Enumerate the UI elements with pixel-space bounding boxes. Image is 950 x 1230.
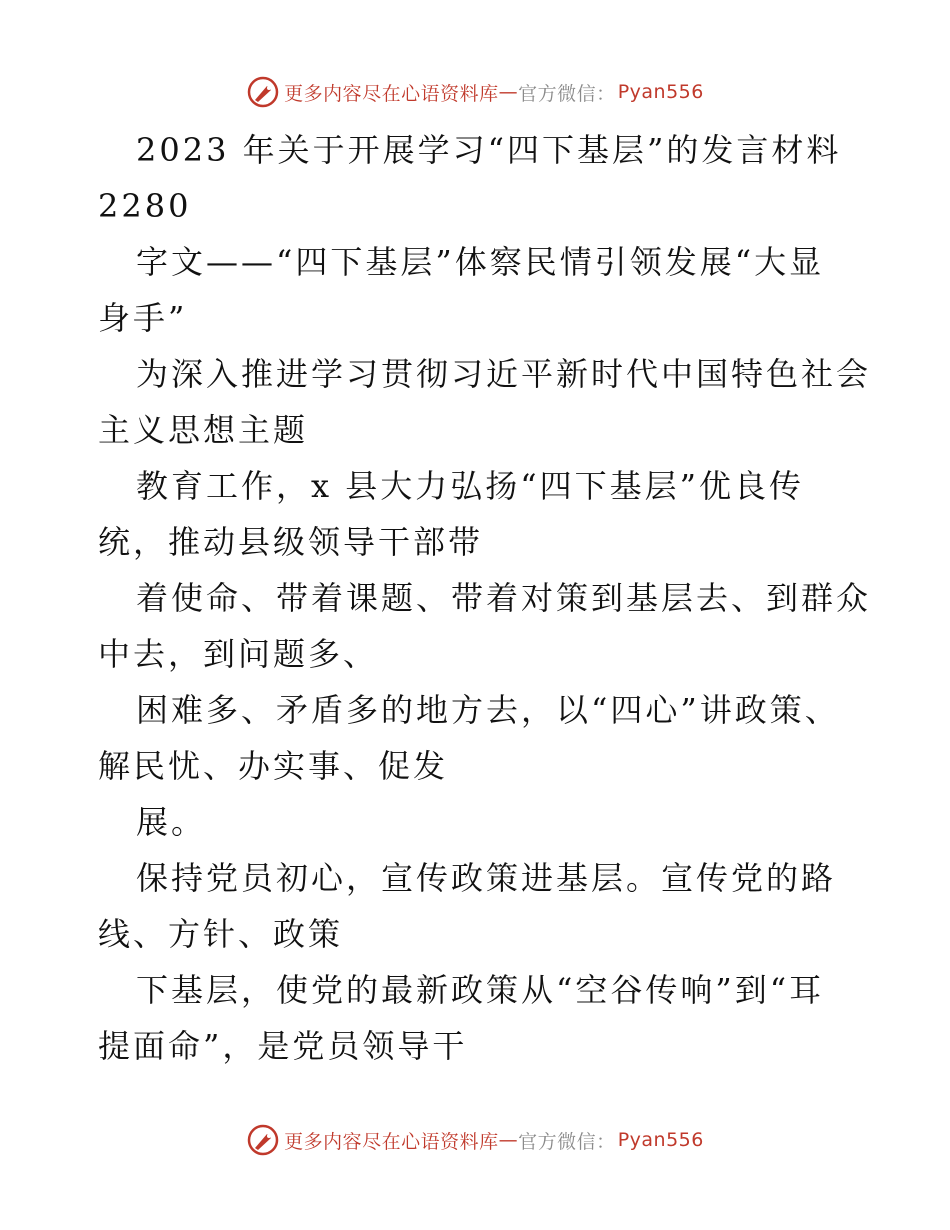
watermark-id: Pyan556 (617, 81, 704, 103)
text-line: 保持党员初心，宣传政策进基层。宣传党的路 (136, 859, 837, 897)
watermark-id: Pyan556 (617, 1129, 704, 1151)
text-line: 统，推动县级领导干部带 (98, 523, 484, 561)
text-line: 中去，到问题多、 (98, 635, 379, 673)
header-watermark (0, 72, 950, 112)
footer-watermark (0, 1120, 950, 1160)
text-line: 主义思想主题 (98, 411, 309, 449)
text-line: 困难多、矛盾多的地方去，以“四心”讲政策、 (136, 691, 840, 729)
text-line: 为深入推进学习贯彻习近平新时代中国特色社会 (136, 355, 872, 393)
text-line: 解民忧、办实事、促发 (98, 747, 449, 785)
text-line: 2023 年关于开展学习“四下基层”的发言材料 (136, 131, 842, 169)
watermark-brand: 更多内容尽在心语资料库 (284, 82, 499, 105)
text-line: 2280 (98, 187, 192, 225)
pen-nib-logo-icon (246, 75, 280, 109)
watermark-label: 官方微信： (518, 1130, 616, 1153)
watermark-separator: — (498, 1129, 519, 1151)
text-line: 教育工作，x 县大力弘扬“四下基层”优良传 (136, 467, 804, 505)
pen-nib-logo-icon (246, 1123, 280, 1157)
text-line: 身手” (98, 299, 188, 337)
text-line: 线、方针、政策 (98, 915, 344, 953)
text-line: 提面命”，是党员领导干 (98, 1027, 468, 1065)
text-line: 展。 (136, 803, 207, 841)
watermark-label: 官方微信： (518, 82, 616, 105)
document-body (98, 122, 872, 1074)
watermark-separator: — (498, 81, 519, 103)
text-line: 字文——“四下基层”体察民情引领发展“大显 (136, 243, 825, 281)
text-line: 下基层，使党的最新政策从“空谷传响”到“耳 (136, 971, 825, 1009)
watermark-brand: 更多内容尽在心语资料库 (284, 1130, 499, 1153)
text-line: 着使命、带着课题、带着对策到基层去、到群众 (136, 579, 872, 617)
